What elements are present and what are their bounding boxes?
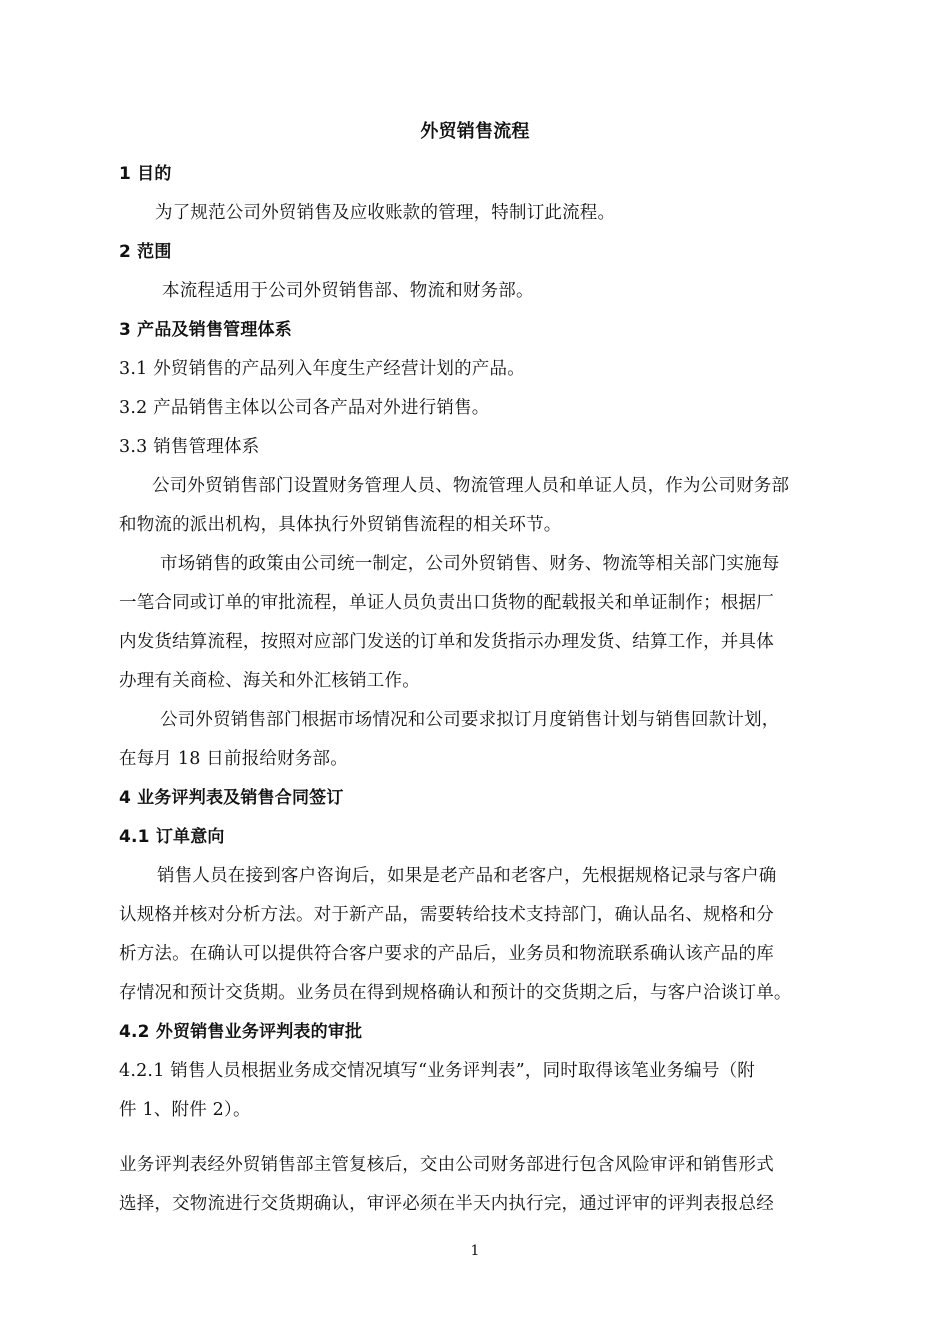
page-number: 1 bbox=[470, 1243, 480, 1259]
paragraph-line: 3.1 外贸销售的产品列入年度生产经营计划的产品。 bbox=[119, 359, 525, 379]
paragraph-line: 和物流的派出机构，具体执行外贸销售流程的相关环节。 bbox=[119, 515, 562, 535]
paragraph-line: 4.2.1 销售人员根据业务成交情况填写“业务评判表”，同时取得该笔业务编号（附 bbox=[119, 1061, 755, 1081]
paragraph-line: 存情况和预计交货期。业务员在得到规格确认和预计的交货期之后，与客户洽谈订单。 bbox=[119, 983, 792, 1003]
section-heading-scope: 2 范围 bbox=[119, 242, 172, 262]
paragraph-line: 3.2 产品销售主体以公司各产品对外进行销售。 bbox=[119, 398, 490, 418]
paragraph-line: 业务评判表经外贸销售部主管复核后，交由公司财务部进行包含风险审评和销售形式 bbox=[119, 1155, 774, 1175]
paragraph-line: 认规格并核对分析方法。对于新产品，需要转给技术支持部门，确认品名、规格和分 bbox=[119, 905, 774, 925]
paragraph-line: 公司外贸销售部门设置财务管理人员、物流管理人员和单证人员，作为公司财务部 bbox=[152, 476, 790, 496]
document-title: 外贸销售流程 bbox=[420, 121, 530, 142]
section-heading-contracts: 4 业务评判表及销售合同签订 bbox=[119, 788, 344, 808]
paragraph-line: 在每月 18 日前报给财务部。 bbox=[119, 749, 348, 769]
section-heading-products: 3 产品及销售管理体系 bbox=[119, 320, 292, 340]
paragraph-line: 选择，交物流进行交货期确认，审评必须在半天内执行完，通过评审的评判表报总经 bbox=[119, 1194, 774, 1214]
paragraph-line: 内发货结算流程，按照对应部门发送的订单和发货指示办理发货、结算工作，并具体 bbox=[119, 632, 774, 652]
paragraph-line: 销售人员在接到客户咨询后，如果是老产品和老客户，先根据规格记录与客户确 bbox=[157, 866, 777, 886]
subsection-heading: 4.2 外贸销售业务评判表的审批 bbox=[119, 1022, 363, 1042]
paragraph-line: 析方法。在确认可以提供符合客户要求的产品后，业务员和物流联系确认该产品的库 bbox=[119, 944, 774, 964]
paragraph-line: 公司外贸销售部门根据市场情况和公司要求拟订月度销售计划与销售回款计划， bbox=[160, 710, 780, 730]
paragraph-line: 本流程适用于公司外贸销售部、物流和财务部。 bbox=[162, 281, 534, 301]
paragraph-line: 一笔合同或订单的审批流程，单证人员负责出口货物的配载报关和单证制作；根据厂 bbox=[119, 593, 774, 613]
subsection-heading: 3.3 销售管理体系 bbox=[119, 437, 260, 457]
section-heading-purpose: 1 目的 bbox=[119, 164, 172, 184]
paragraph-line: 件 1、附件 2）。 bbox=[119, 1100, 251, 1120]
subsection-heading: 4.1 订单意向 bbox=[119, 827, 225, 847]
paragraph-line: 市场销售的政策由公司统一制定，公司外贸销售、财务、物流等相关部门实施每 bbox=[160, 554, 780, 574]
paragraph-line: 办理有关商检、海关和外汇核销工作。 bbox=[119, 671, 420, 691]
paragraph-line: 为了规范公司外贸销售及应收账款的管理，特制订此流程。 bbox=[155, 203, 616, 223]
